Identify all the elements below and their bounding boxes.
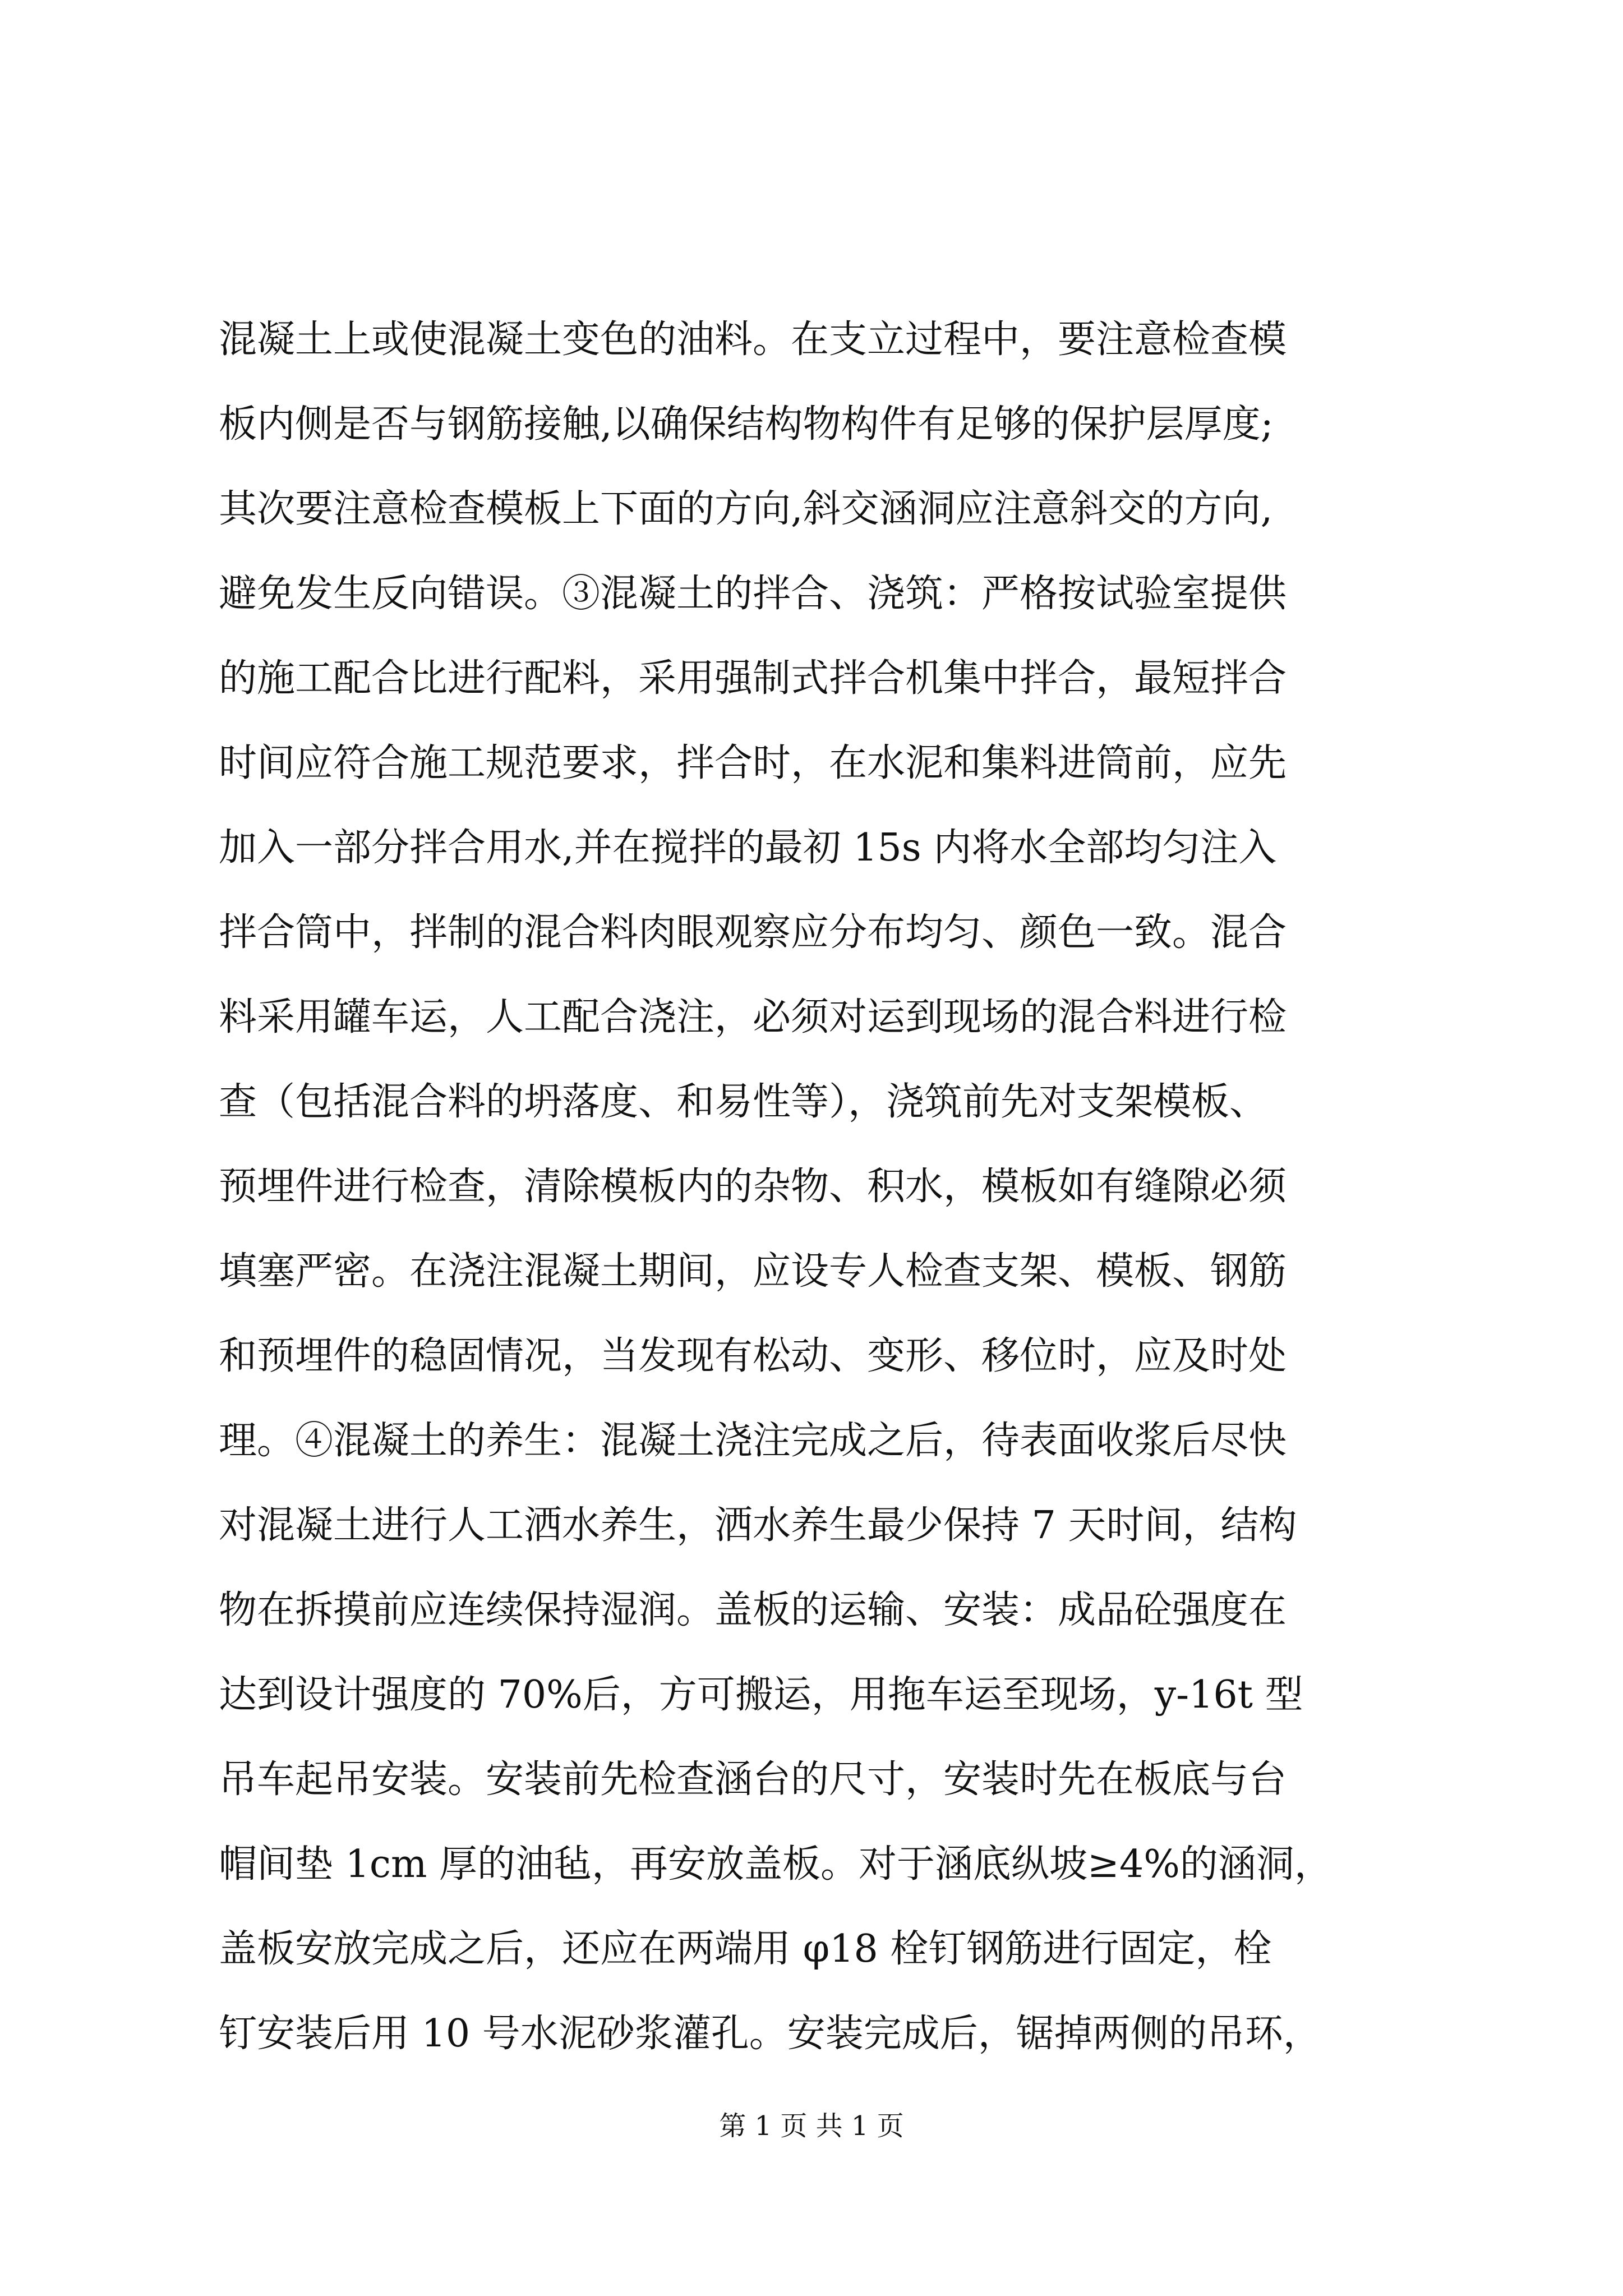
- page-number-label: 第 1 页 共 1 页: [719, 2110, 904, 2142]
- text-line: 板内侧是否与钢筋接触,以确保结构物构件有足够的保护层厚度;: [219, 402, 1274, 447]
- text-line: 达到设计强度的 70%后，方可搬运，用拖车运至现场，y-16t 型: [219, 1673, 1303, 1717]
- text-line: 物在拆摸前应连续保持湿润。盖板的运输、安装：成品砼强度在: [219, 1588, 1287, 1632]
- text-line: 加入一部分拌合用水,并在搅拌的最初 15s 内将水全部均匀注入: [219, 826, 1277, 870]
- text-line: 料采用罐车运，人工配合浇注，必须对运到现场的混合料进行检: [219, 995, 1287, 1039]
- page-footer: [0, 2109, 1623, 2143]
- text-line: 对混凝土进行人工洒水养生，洒水养生最少保持 7 天时间，结构: [219, 1503, 1297, 1548]
- text-line: 避免发生反向错误。③混凝土的拌合、浇筑：严格按试验室提供: [219, 572, 1287, 616]
- text-line: 帽间垫 1cm 厚的油毡，再安放盖板。对于涵底纵坡≥4%的涵洞，: [219, 1842, 1332, 1887]
- text-line: 查（包括混合料的坍落度、和易性等），浇筑前先对支架模板、: [219, 1080, 1268, 1124]
- text-line: 填塞严密。在浇注混凝土期间，应设专人检查支架、模板、钢筋: [219, 1249, 1287, 1294]
- text-line: 吊车起吊安装。安装前先检查涵台的尺寸，安装时先在板底与台: [219, 1757, 1287, 1802]
- text-line: 拌合筒中，拌制的混合料肉眼观察应分布均匀、颜色一致。混合: [219, 910, 1287, 955]
- text-line: 理。④混凝土的养生：混凝土浇注完成之后，待表面收浆后尽快: [219, 1419, 1287, 1463]
- text-line: 时间应符合施工规范要求，拌合时，在水泥和集料进筒前，应先: [219, 741, 1287, 785]
- text-line: 盖板安放完成之后，还应在两端用 φ18 栓钉钢筋进行固定，栓: [219, 1927, 1272, 1971]
- text-line: 的施工配合比进行配料，采用强制式拌合机集中拌合，最短拌合: [219, 656, 1287, 701]
- text-line: 和预埋件的稳固情况，当发现有松动、变形、移位时，应及时处: [219, 1334, 1287, 1378]
- text-line: 钉安装后用 10 号水泥砂浆灌孔。安装完成后，锯掉两侧的吊环，: [219, 2012, 1321, 2056]
- text-line: 预埋件进行检查，清除模板内的杂物、积水，模板如有缝隙必须: [219, 1165, 1287, 1209]
- text-line: 其次要注意检查模板上下面的方向,斜交涵洞应注意斜交的方向,: [219, 487, 1273, 531]
- text-line: 混凝土上或使混凝土变色的油料。在支立过程中，要注意检查模: [219, 318, 1287, 362]
- body-text: [219, 297, 1475, 2076]
